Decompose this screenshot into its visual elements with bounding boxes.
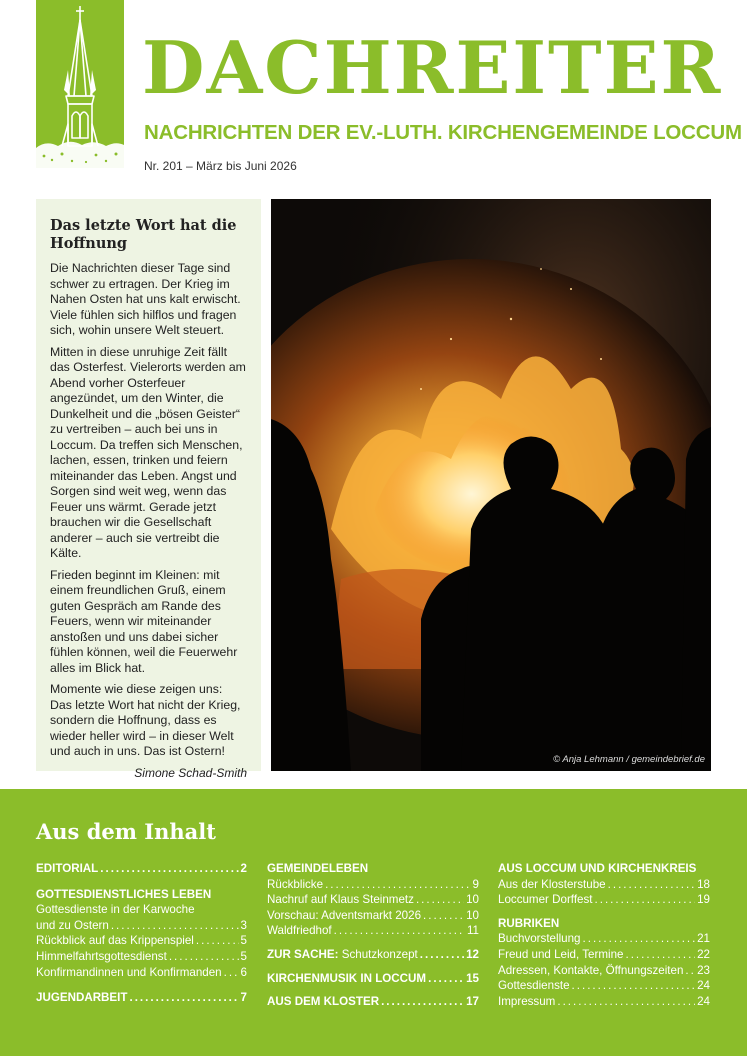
contents-column-1 [36, 861, 247, 1006]
toc-leader [100, 861, 238, 877]
editorial-paragraph: Momente wie diese zeigen uns: Das letzte Wort hat nicht der Krieg, sondern die Hoffnung, dass es wieder heller wird – in dieser Welt und auch in uns. Das ist Ostern! [50, 682, 241, 758]
toc-section-heading: GEMEINDELEBEN [267, 862, 369, 875]
toc-entry[interactable] [267, 892, 479, 908]
toc-leader [583, 931, 696, 947]
toc-leader [625, 947, 695, 963]
contents-title: Aus dem Inhalt [36, 819, 216, 844]
toc-page: 2 [240, 862, 247, 875]
toc-entry[interactable] [498, 931, 710, 947]
toc-entry[interactable] [498, 877, 710, 893]
toc-label: ZUR SACHE: [267, 947, 339, 961]
toc-entry[interactable] [498, 947, 710, 963]
toc-section-heading: RUBRIKEN [498, 916, 560, 930]
magazine-title: DACHREITER [142, 25, 723, 110]
table-of-contents [0, 789, 747, 1056]
toc-page: 15 [466, 971, 479, 985]
toc-page: 24 [697, 994, 710, 1008]
masthead-logo [36, 0, 124, 168]
editorial-paragraph: Mitten in diese unruhige Zeit fällt das Osterfest. Vielerorts werden am Abend vorher Osterfeuer angezündet, um den Winter, die Dunkelheit und die „bösen Geister“ zu vertreiben – auch bei uns in Loccum. Da treffen sich Menschen, lachen, essen, trinken und feiern miteinander das Leben. Angst und Sorgen sind weit weg, wenn das Feuer uns wärmt. Gerade jetzt brauchen wir die Gesellschaft anderer – auch sie vertreibt die Kälte. [50, 344, 246, 560]
toc-page: 3 [240, 918, 247, 932]
toc-leader [595, 892, 696, 908]
toc-label: Buchvorstellung [498, 932, 581, 946]
toc-leader [685, 963, 695, 979]
easter-fire-photo [271, 199, 711, 771]
toc-label: Rückblicke [267, 877, 324, 891]
toc-entry[interactable] [267, 908, 479, 924]
toc-label: Nachruf auf Klaus Steinmetz [267, 893, 414, 907]
editorial-paragraph: Frieden beginnt im Kleinen: mit einem freundlichen Gruß, einem guten Gespräch am Rande des Feuers, wenn wir miteinander anstoßen und uns dabei sicher fühlen können, weil die Feuerwehr alles im Blick hat. [50, 567, 238, 675]
editorial-signature: Simone Schad-Smith [134, 765, 247, 780]
toc-leader [423, 908, 464, 924]
magazine-subtitle: NACHRICHTEN DER EV.-LUTH. KIRCHENGEMEINDE LOCCUM [144, 121, 742, 144]
toc-page: 18 [697, 877, 710, 891]
toc-entry[interactable] [267, 923, 479, 939]
toc-leader [196, 933, 239, 949]
photo-credit: © Anja Lehmann / gemeindebrief.de [553, 754, 705, 765]
toc-page: 22 [697, 947, 710, 961]
toc-entry[interactable] [498, 978, 710, 994]
toc-section-heading: GOTTESDIENSTLICHES LEBEN [36, 887, 212, 901]
editorial-box [36, 199, 261, 780]
toc-entry[interactable] [36, 965, 247, 981]
toc-page: 11 [466, 924, 479, 938]
toc-leader [325, 877, 470, 893]
toc-entry[interactable] [267, 947, 479, 963]
toc-leader [416, 892, 464, 908]
contents-column-3 [498, 861, 710, 1009]
toc-label: Konfirmandinnen und Konfirmanden [36, 965, 222, 979]
church-steeple-icon [36, 0, 124, 168]
toc-entry[interactable] [36, 990, 247, 1006]
toc-label: Aus der Klosterstube [498, 877, 606, 891]
toc-label: Freud und Leid, Termine [498, 947, 624, 961]
toc-leader [428, 971, 464, 987]
toc-label: Loccumer Dorffest [498, 893, 593, 907]
toc-page: 19 [697, 893, 710, 907]
toc-entry[interactable] [36, 949, 247, 965]
toc-entry[interactable] [36, 918, 247, 934]
toc-label: Waldfriedhof [267, 924, 332, 938]
toc-page: 12 [466, 947, 479, 961]
toc-entry[interactable] [36, 861, 247, 877]
fire-illustration [271, 199, 711, 771]
toc-leader [224, 965, 239, 981]
toc-entry[interactable] [498, 963, 710, 979]
toc-sublabel: Schutzkonzept [338, 947, 418, 961]
toc-page: 6 [240, 965, 247, 979]
toc-page: 9 [472, 877, 479, 891]
toc-leader [557, 994, 695, 1010]
contents-column-2 [267, 861, 479, 1010]
toc-page: 10 [466, 893, 479, 907]
toc-label: EDITORIAL [36, 862, 99, 875]
toc-page: 7 [240, 991, 247, 1005]
toc-label: AUS DEM KLOSTER [267, 995, 380, 1009]
toc-label: Rückblick auf das Krippenspiel [36, 934, 194, 948]
toc-page: 10 [466, 908, 479, 922]
toc-entry[interactable] [498, 994, 710, 1010]
toc-page: 21 [697, 932, 710, 946]
toc-page: 24 [697, 979, 710, 993]
toc-label: Adressen, Kontakte, Öffnungszeiten [498, 963, 684, 977]
toc-label: Gottesdienste [498, 979, 570, 993]
toc-label: und zu Ostern [36, 918, 109, 932]
issue-info: Nr. 201 – März bis Juni 2026 [144, 159, 297, 173]
toc-label: KIRCHENMUSIK IN LOCCUM [267, 971, 427, 985]
toc-page: 17 [466, 995, 479, 1009]
toc-leader [129, 990, 238, 1006]
toc-label: JUGENDARBEIT [36, 991, 128, 1005]
toc-page: 5 [240, 949, 247, 963]
toc-leader [420, 947, 464, 963]
editorial-heading: Das letzte Wort hat die Hoffnung [50, 217, 237, 252]
toc-entry[interactable] [267, 877, 479, 893]
toc-entry[interactable] [498, 892, 710, 908]
toc-label: Impressum [498, 994, 556, 1008]
toc-entry[interactable] [36, 933, 247, 949]
toc-leader [111, 918, 239, 934]
toc-label: Vorschau: Adventsmarkt 2026 [267, 908, 422, 922]
toc-label: Himmelfahrtsgottesdienst [36, 949, 167, 963]
toc-section-heading: AUS LOCCUM UND KIRCHENKREIS [498, 862, 697, 875]
toc-leader [169, 949, 239, 965]
toc-page: 5 [240, 934, 247, 948]
toc-leader [334, 923, 465, 939]
toc-leader [381, 994, 464, 1010]
toc-leader [608, 877, 695, 893]
editorial-paragraph: Die Nachrichten dieser Tage sind schwer zu ertragen. Der Krieg im Nahen Osten hat uns kalt erwischt. Viele fühlen sich hilflos und fragen sich, wohin unsere Welt steuert. [50, 261, 241, 337]
toc-page: 23 [697, 963, 710, 977]
toc-label: Gottesdienste in der Karwoche [36, 903, 195, 917]
toc-entry[interactable] [267, 994, 479, 1010]
toc-leader [572, 978, 696, 994]
toc-entry[interactable] [267, 971, 479, 987]
